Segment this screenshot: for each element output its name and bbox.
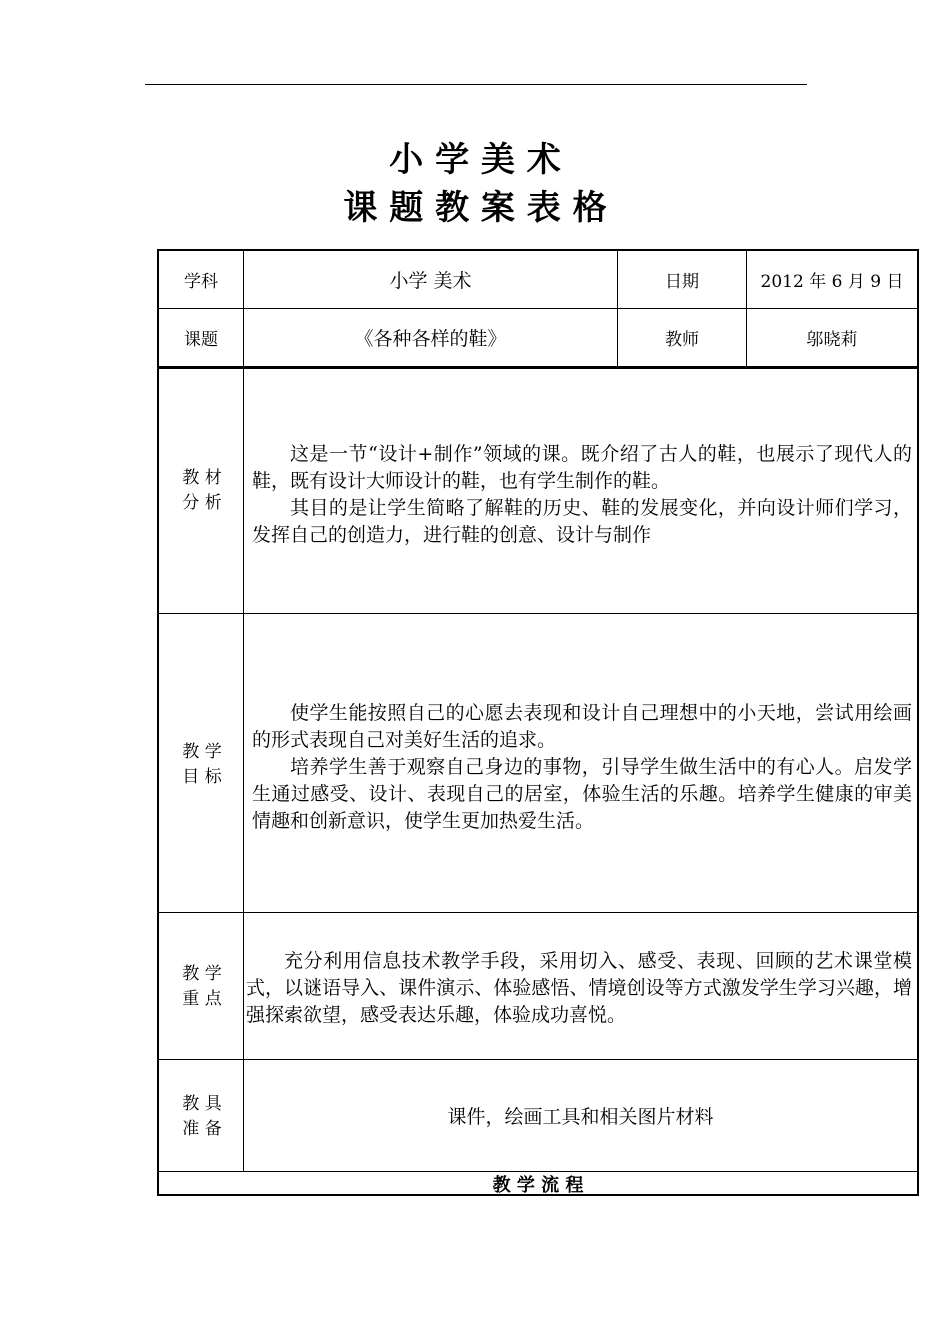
row-divider xyxy=(159,366,917,369)
teacher-value: 邬晓莉 xyxy=(806,330,858,350)
topic-value: 《各种各样的鞋》 xyxy=(354,328,507,350)
teacher-label: 教师 xyxy=(665,330,699,350)
material-analysis-paragraph: 其目的是让学生简略了解鞋的历史、鞋的发展变化，并向设计师们学习，发挥自己的创造力，进行鞋的创意、设计与制作 xyxy=(252,497,912,546)
topic-label: 课题 xyxy=(184,330,218,350)
subject-label: 学科 xyxy=(184,272,218,292)
row-divider xyxy=(159,613,917,614)
date-value: 2012 年 6 月 9 日 xyxy=(760,272,904,292)
teaching-goals-label: 教 学 目 标 xyxy=(182,742,222,787)
teaching-tools-text: 课件，绘画工具和相关图片材料 xyxy=(447,1106,714,1128)
teaching-goals-text xyxy=(252,700,912,835)
date-label: 日期 xyxy=(665,272,699,292)
teaching-focus-label: 教 学 重 点 xyxy=(182,964,222,1009)
teaching-focus-paragraph: 充分利用信息技术教学手段，采用切入、感受、表现、回顾的艺术课堂模式，以谜语导入、课件演示、体验感悟、情境创设等方式激发学生学习兴趣，增强探索欲望，感受表达乐趣，体验成功喜悦。 xyxy=(246,950,912,1026)
row-divider xyxy=(159,912,917,913)
teaching-goals-paragraph: 培养学生善于观察自己身边的事物，引导学生做生活中的有心人。启发学生通过感受、设计、表现自己的居室，体验生活的乐趣。培养学生健康的审美情趣和创新意识，使学生更加热爱生活。 xyxy=(252,756,912,832)
page-title-line2: 课 题 教 案 表 格 xyxy=(343,188,607,228)
material-analysis-label: 教 材 分 析 xyxy=(182,468,222,513)
teaching-flow-heading: 教 学 流 程 xyxy=(492,1175,584,1196)
subject-value: 小学 美术 xyxy=(389,270,472,292)
header-rule xyxy=(145,84,807,85)
teaching-goals-paragraph: 使学生能按照自己的心愿去表现和设计自己理想中的小天地，尝试用绘画的形式表现自己对美好生活的追求。 xyxy=(252,702,912,751)
teaching-focus-text xyxy=(246,948,912,1029)
page-title-line1: 小 学 美 术 xyxy=(389,140,561,180)
material-analysis-text xyxy=(252,441,912,549)
column-divider xyxy=(243,251,244,1171)
teaching-tools-label: 教 具 准 备 xyxy=(182,1094,222,1139)
material-analysis-paragraph: 这是一节“设计+制作”领域的课。既介绍了古人的鞋，也展示了现代人的鞋，既有设计大师设计的鞋，也有学生制作的鞋。 xyxy=(252,443,912,492)
